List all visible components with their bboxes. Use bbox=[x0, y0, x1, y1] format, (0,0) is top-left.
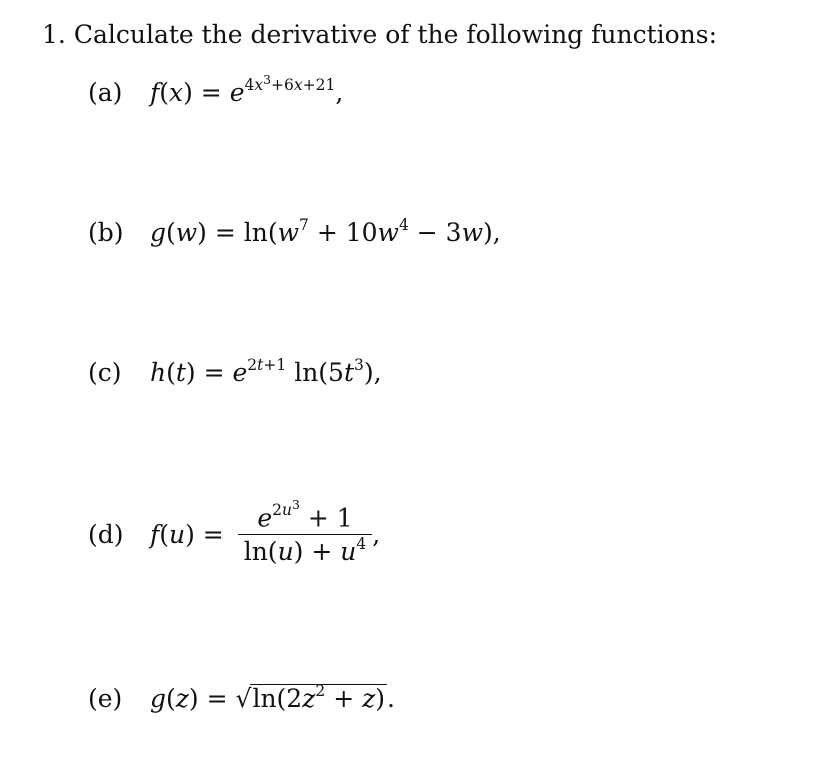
item-a-label: (a) bbox=[88, 78, 123, 108]
item-e-expression: $g(z) = √\ln(2z^2 + z)$. bbox=[149, 681, 395, 713]
item-b bbox=[88, 215, 501, 247]
item-a-expression: $f(x) = e^{4x^3+6x+21}$, bbox=[149, 72, 344, 108]
item-c-expression: $h(t) = e^{2t+1}$ $\ln(5t^3)$, bbox=[149, 355, 382, 387]
item-e bbox=[88, 681, 395, 713]
question-prompt: Calculate the derivative of the following functions: bbox=[73, 20, 718, 49]
sqrt-radical: $√\ln(2z^2 + z)$ bbox=[235, 681, 386, 713]
item-d: (d) f(u) = $\frac{e^{2u^3} + 1}{\ln(u) + u^4}$ , bbox=[88, 497, 381, 567]
item-d-fraction: $\frac{e^{2u^3} + 1}{\ln(u) + u^4}$ bbox=[238, 505, 373, 564]
item-c bbox=[88, 355, 382, 387]
item-d-label: (d) bbox=[88, 520, 124, 550]
item-a bbox=[88, 72, 344, 108]
question-header bbox=[42, 22, 717, 47]
item-b-expression: $g(w) = \ln(w^7 + 10w^4 - 3w)$, bbox=[149, 215, 501, 247]
item-c-label: (c) bbox=[88, 358, 122, 387]
question-number: 1. bbox=[42, 20, 66, 49]
item-b-label: (b) bbox=[88, 218, 124, 247]
item-d-expression: f(u) = bbox=[149, 520, 224, 550]
item-e-label: (e) bbox=[88, 684, 123, 713]
